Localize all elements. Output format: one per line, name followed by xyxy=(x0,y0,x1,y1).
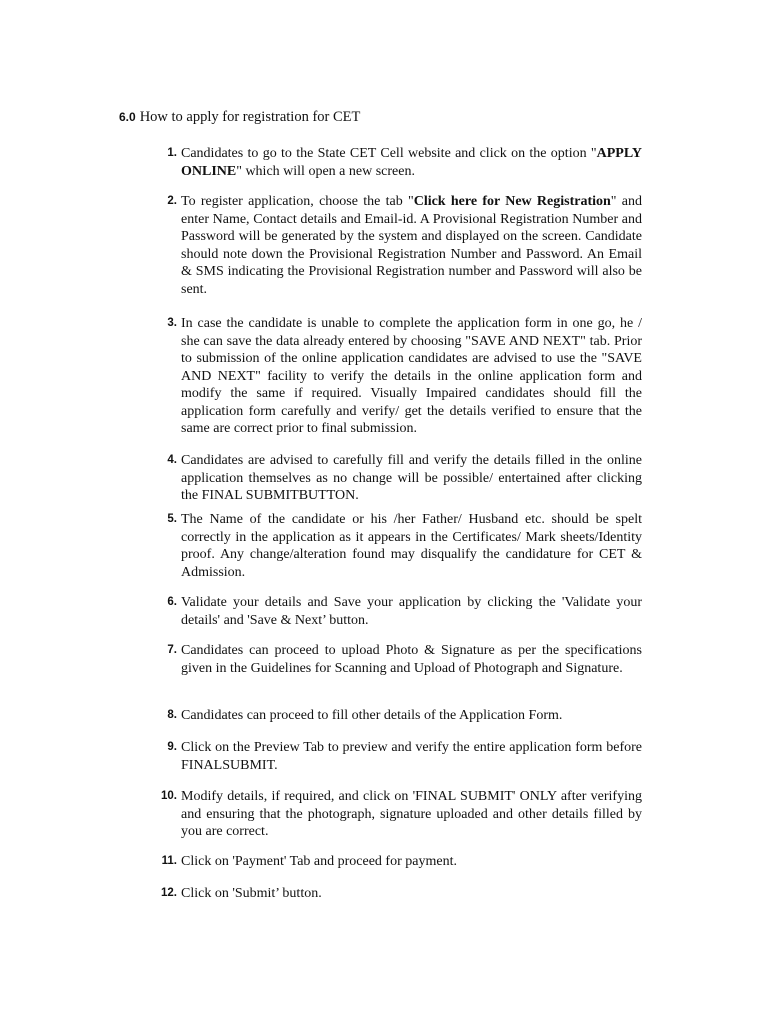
list-item-number: 6. xyxy=(167,596,177,608)
list-item-number: 10. xyxy=(161,790,177,802)
list-item-number: 2. xyxy=(167,195,177,207)
list-item-text: Click on 'Submit’ button. xyxy=(181,886,322,901)
list-item-text: In case the candidate is unable to complete the application form in one go, he / she can save the data already entered by choosing "SAVE AND NEXT" tab. Prior to submission of the online application candidates are advised to use the "SAVE AND NEXT" facility to verify the details in the online application form and modify the same if required. Visually Impaired candidates should fill the application form carefully and verify/ get the details verified to ensure that the same are correct prior to final submission. xyxy=(181,316,642,436)
list-item-number: 8. xyxy=(167,709,177,721)
list-item-text: Modify details, if required, and click on 'FINAL SUBMIT' ONLY after verifying and ensuring that the photograph, signature uploaded and other details filled by you are correct. xyxy=(181,789,642,839)
list-item-text: Click on the Preview Tab to preview and verify the entire application form before FINALSUBMIT. xyxy=(181,740,642,773)
list-item-text: The Name of the candidate or his /her Father/ Husband etc. should be spelt correctly in the application as it appears in the Certificates/ Mark sheets/Identity proof. Any change/alteration found may disqualify the candidature for CET & Admission. xyxy=(181,512,642,580)
list-item-text: Candidates can proceed to upload Photo & Signature as per the specifications given in the Guidelines for Scanning and Upload of Photograph and Signature. xyxy=(181,643,642,676)
list-item-text: To register application, choose the tab "Click here for New Registration" and enter Name, Contact details and Email-id. A Provisional Registration Number and Password will be generated by the system and displayed on the screen. Candidate should note down the Provisional Registration Number and Password. An Email & SMS indicating the Provisional Registration number and Password will also be sent. xyxy=(181,194,642,297)
list-item-number: 12. xyxy=(161,887,177,899)
list-item-number: 7. xyxy=(167,644,177,656)
section-heading xyxy=(119,108,360,126)
list-item-number: 5. xyxy=(167,513,177,525)
list-item-text: Candidates to go to the State CET Cell website and click on the option "APPLY ONLINE" which will open a new screen. xyxy=(181,146,642,179)
list-item-number: 1. xyxy=(167,147,177,159)
list-item-number: 3. xyxy=(167,317,177,329)
list-item-text: Click on 'Payment' Tab and proceed for payment. xyxy=(181,854,457,869)
list-item-number: 11. xyxy=(161,855,177,867)
section-title: How to apply for registration for CET xyxy=(139,109,361,125)
list-item-text: Candidates can proceed to fill other details of the Application Form. xyxy=(181,708,563,723)
bold-text: APPLY ONLINE xyxy=(181,146,642,179)
list-item-text: Validate your details and Save your application by clicking the 'Validate your details' and 'Save & Next’ button. xyxy=(181,595,642,628)
list-item-text: Candidates are advised to carefully fill and verify the details filled in the online application themselves as no change will be possible/ entertained after clicking the FINAL SUBMITBUTTON. xyxy=(181,453,642,503)
list-item-number: 9. xyxy=(167,741,177,753)
section-number: 6.0 xyxy=(119,110,136,124)
list-item-number: 4. xyxy=(167,454,177,466)
bold-text: Click here for New Registration xyxy=(413,194,611,209)
